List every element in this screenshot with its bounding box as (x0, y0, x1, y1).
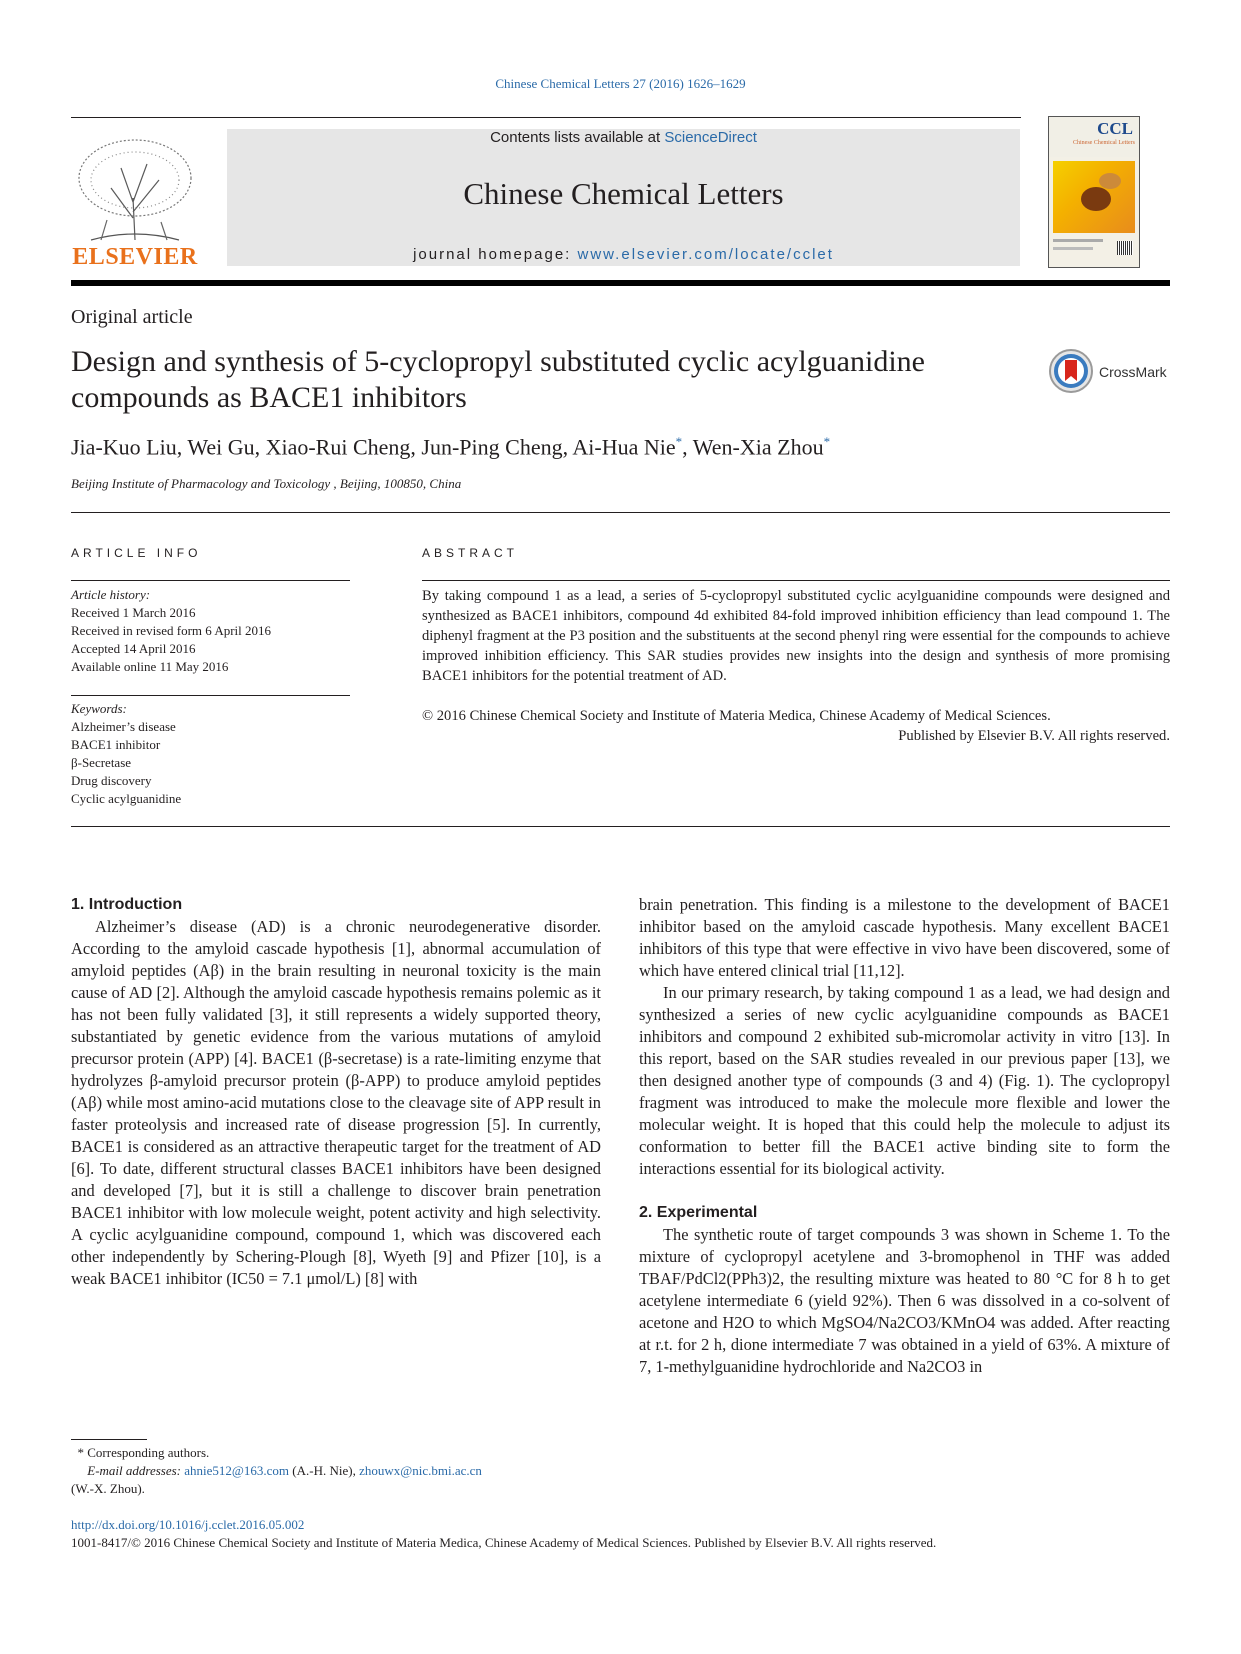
sciencedirect-link[interactable]: ScienceDirect (664, 129, 757, 146)
homepage-link[interactable]: www.elsevier.com/locate/cclet (577, 246, 834, 263)
copyright-line: © 2016 Chinese Chemical Society and Institute of Materia Medica, Chinese Academy of Medical Sciences. (422, 708, 1051, 724)
cover-title: CCL (1097, 119, 1133, 138)
history-item: Accepted 14 April 2016 (71, 641, 196, 656)
homepage-prefix: journal homepage: (413, 246, 572, 263)
footnote (71, 1444, 611, 1498)
article-type: Original article (71, 306, 193, 328)
contents-prefix: Contents lists available at (490, 129, 661, 146)
keyword: Cyclic acylguanidine (71, 791, 182, 806)
article-title: Design and synthesis of 5-cyclopropyl substituted cyclic acylguanidine compounds as BACE1 inhibitors (71, 345, 925, 414)
author-name: Wen-Xia Zhou (692, 434, 824, 460)
keyword: Drug discovery (71, 773, 152, 788)
article-info-heading: ARTICLE INFO (71, 546, 202, 560)
keywords (71, 700, 181, 808)
paragraph: In our primary research, by taking compound 1 as a lead, we had design and synthesized a series of new cyclic acylguanidine compounds as BACE1 inhibitors and compound 2 exhibited sub-micromolar activity in vitro [13]. In this report, based on the SAR studies revealed in our previous paper [13], we then designed another type of compounds (3 and 4) (Fig. 1). The cyclopropyl fragment was introduced to make the molecule more flexible and lower the molecular weight. It is hoped that this could help the molecule to adjust its conformation to better fill the BACE1 active binding site to form the interactions essential for its biological activity. (639, 983, 1170, 1178)
paragraph: brain penetration. This finding is a milestone to the development of BACE1 inhibitor based on the amyloid cascade hypothesis. Many excellent BACE1 inhibitors of this type that were effective in vivo have been discovered, some of which have entered clinical trial [11,12]. (639, 895, 1170, 980)
article-history (71, 586, 271, 676)
article-info-rule (71, 580, 350, 581)
history-item: Received in revised form 6 April 2016 (71, 623, 272, 638)
abstract-rule (422, 580, 1170, 581)
body-rule (71, 826, 1170, 827)
corresponding-mark[interactable]: * (675, 434, 683, 449)
homepage-line (227, 246, 1020, 263)
journal-name: Chinese Chemical Letters (463, 176, 784, 211)
body-column-right (639, 894, 1170, 1378)
keywords-label: Keywords: (71, 701, 127, 716)
doi-link[interactable]: http://dx.doi.org/10.1016/j.cclet.2016.05.002 (71, 1517, 305, 1532)
journal-cover-thumbnail[interactable] (1048, 116, 1140, 268)
history-item: Received 1 March 2016 (71, 605, 196, 620)
email-line: E-mail addresses: ahnie512@163.com (A.-H. Nie), zhouwx@nic.bmi.ac.cn (87, 1463, 482, 1478)
body-column-left (71, 894, 601, 1290)
history-label: Article history: (71, 587, 151, 602)
author-name: Ai-Hua Nie (572, 434, 676, 460)
header-thick-rule (71, 280, 1170, 286)
meta-rule (71, 512, 1170, 513)
section-heading: 1. Introduction (71, 896, 183, 913)
keyword: BACE1 inhibitor (71, 737, 161, 752)
email-link[interactable]: zhouwx@nic.bmi.ac.cn (359, 1463, 482, 1478)
corresponding-mark[interactable]: * (823, 434, 831, 449)
footnote-rule (71, 1439, 147, 1440)
crossmark-label[interactable]: CrossMark (1099, 364, 1167, 380)
cover-subtitle: Chinese Chemical Letters (1073, 140, 1135, 146)
issn-line: 1001-8417/© 2016 Chinese Chemical Society and Institute of Materia Medica, Chinese Academy of Medical Sciences. Published by Elsevier B.V. All rights reserved. (71, 1535, 937, 1550)
journal-citation[interactable]: Chinese Chemical Letters 27 (2016) 1626–1629 (495, 76, 746, 91)
author-name: Jun-Ping Cheng (421, 434, 563, 460)
affiliation: Beijing Institute of Pharmacology and Toxicology , Beijing, 100850, China (71, 476, 462, 491)
keyword: Alzheimer’s disease (71, 719, 176, 734)
author-name: Wei Gu (187, 434, 255, 460)
abstract-text: By taking compound 1 as a lead, a series of 5-cyclopropyl substituted cyclic acylguanidine compounds were designed and synthesized as BACE1 inhibitors, compound 4d exhibited 84-fold improved inhibition efficiency than lead compound 1. The diphenyl fragment at the P3 position and the substituents at the second phenyl ring were essential for the compounds to achieve improved inhibition efficiency. This SAR studies provides new insights into the design and synthesis of more promising BACE1 inhibitors for the potential treatment of AD. (422, 588, 1170, 684)
keyword: β-Secretase (71, 755, 132, 770)
corresponding-note: * Corresponding authors. (71, 1445, 210, 1460)
history-item: Available online 11 May 2016 (71, 659, 229, 674)
paragraph: Alzheimer’s disease (AD) is a chronic neurodegenerative disorder. According to the amyloid cascade hypothesis [1], abnormal accumulation of amyloid peptides (Aβ) in the brain resulting in neuronal toxicity is the main cause of AD [2]. Although the amyloid cascade hypothesis remains polemic as it has not been fully validated [3], it still represents a widely supported theory, substantiated by genetic evidence from the various mutations of amyloid precursor protein (APP) [4]. BACE1 (β-secretase) is a rate-limiting enzyme that hydrolyzes β-amyloid precursor protein (β-APP) to produce amyloid peptides (Aβ) while most amino-acid mutations close to the cleavage site of APP result in faster proteolysis and increased rate of disease progression [5]. In currently, BACE1 is considered as an attractive therapeutic target for the treatment of AD [6]. To date, different structural classes BACE1 inhibitors have been designed and developed [7], but it is still a challenge to discover brain penetration BACE1 inhibitor with low molecule weight, potent activity and high selectivity. A cyclic acylguanidine compound, compound 1, which was discovered each other independently by Schering-Plough [8], Wyeth [9] and Pfizer [10], is a weak BACE1 inhibitor (IC50 = 7.1 μmol/L) [8] with (71, 917, 601, 1288)
keywords-rule (71, 695, 350, 696)
paragraph: The synthetic route of target compounds 3 was shown in Scheme 1. To the mixture of cyclopropyl acetylene and 3-bromophenol in THF was added TBAF/PdCl2(PPh3)2, the resulting mixture was heated to 80 °C for 8 h to get acetylene intermediate 6 (yield 92%). Then 6 was dissolved in a co-solvent of acetone and H2O to which MgSO4/Na2CO3/KMnO4 was added. After reacting at r.t. for 2 h, dione intermediate 7 was obtained in a yield of 63%. A mixture of 7, 1-methylguanidine hydrochloride and Na2CO3 in (639, 1225, 1170, 1376)
section-heading: 2. Experimental (639, 1204, 758, 1221)
elsevier-wordmark: ELSEVIER (72, 244, 198, 270)
email-link[interactable]: ahnie512@163.com (184, 1463, 290, 1478)
author-name: Xiao-Rui Cheng (265, 434, 411, 460)
copyright-line: Published by Elsevier B.V. All rights reserved. (898, 728, 1170, 744)
author-name: Jia-Kuo Liu (71, 434, 177, 460)
header-rule (71, 117, 1021, 118)
abstract-heading: ABSTRACT (422, 546, 519, 560)
abstract-copyright (422, 706, 1170, 746)
email-owner: (W.-X. Zhou). (71, 1481, 145, 1496)
contents-line (227, 129, 1020, 146)
author-list: Jia-Kuo Liu, Wei Gu, Xiao-Rui Cheng, Jun-Ping Cheng, Ai-Hua Nie*, Wen-Xia Zhou* (71, 434, 831, 460)
